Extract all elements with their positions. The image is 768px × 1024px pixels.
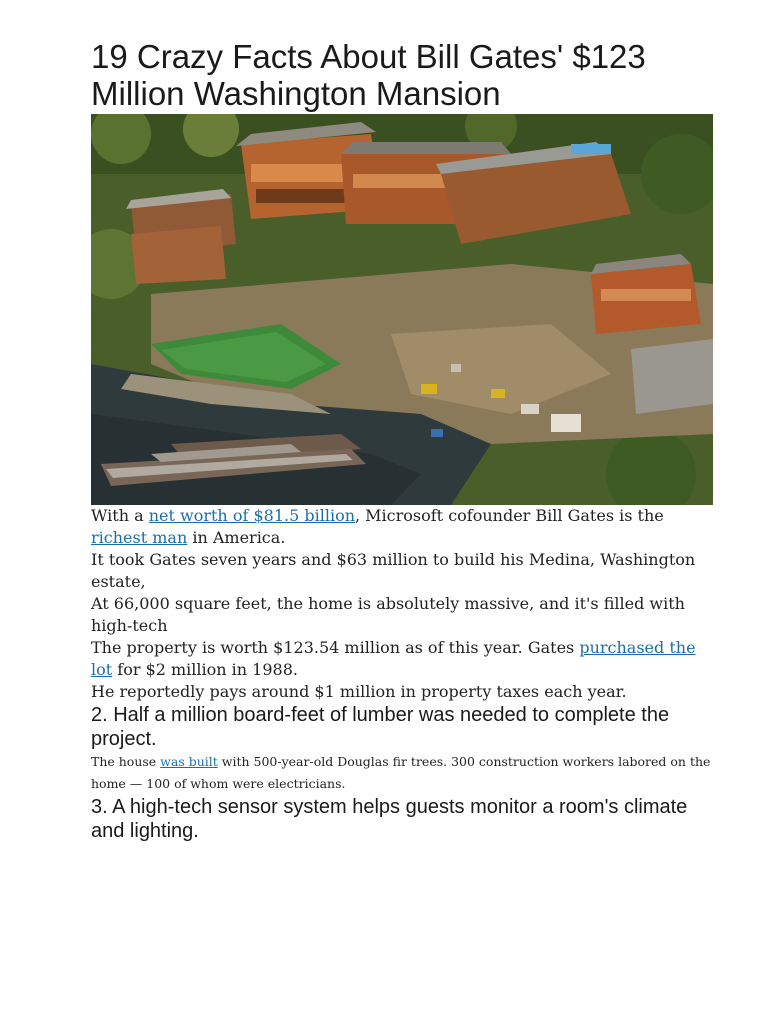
text-segment: The property is worth $123.54 million as of this year. Gates [91, 638, 580, 657]
paragraph-property-worth [91, 637, 713, 681]
hero-image [91, 114, 713, 505]
paragraph-douglas-fir [91, 751, 713, 795]
text-segment: , Microsoft cofounder Bill Gates is the [355, 506, 664, 525]
text-segment: with 500-year-old Douglas fir trees. 300 construction workers labored on the home — 100 of whom were electricians. [91, 754, 711, 791]
text-segment: in America. [187, 528, 286, 547]
article [91, 38, 713, 843]
purchased-the-lot-link[interactable]: purchased the lot [91, 638, 696, 679]
paragraph-build-time: It took Gates seven years and $63 million to build his Medina, Washington estate, [91, 550, 696, 591]
richest-man-link[interactable]: richest man [91, 528, 188, 547]
text-segment: for $2 million in 1988. [112, 660, 298, 679]
text-segment: The house [91, 754, 161, 769]
net-worth-link[interactable]: net worth of $81.5 billion [148, 506, 355, 525]
paragraph-square-feet: At 66,000 square feet, the home is absolutely massive, and it's filled with high-tech [91, 594, 685, 635]
text-segment: With a [91, 506, 149, 525]
article-title: 19 Crazy Facts About Bill Gates' $123 Million Washington Mansion [91, 38, 646, 112]
section-heading-sensor-system: 3. A high-tech sensor system helps guests monitor a room's climate and lighting. [91, 796, 688, 842]
paragraph-property-taxes: He reportedly pays around $1 million in property taxes each year. [91, 682, 627, 701]
section-heading-lumber: 2. Half a million board-feet of lumber was needed to complete the project. [91, 704, 670, 750]
was-built-link[interactable]: was built [160, 754, 218, 769]
paragraph-net-worth [91, 505, 713, 549]
